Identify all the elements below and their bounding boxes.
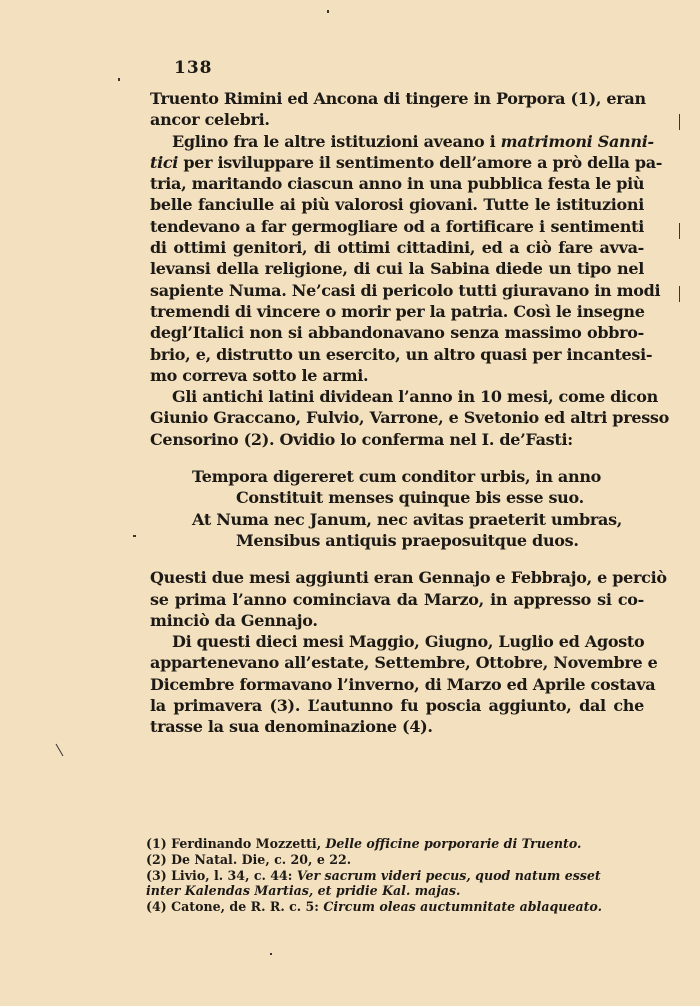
margin-mark [679, 223, 680, 239]
footnote: (4) Catone, de R. R. c. 5: Circum oleas auctumnitate ablaqueato. [146, 899, 602, 915]
text-line: Truento Rimini ed Ancona di tingere in Porpora (1), eran [150, 89, 646, 108]
text-line: Eglino fra le altre istituzioni aveano i matrimoni Sanni- [172, 131, 654, 151]
text-line: trasse la sua denominazione (4). [150, 717, 433, 737]
verse-quote [150, 466, 644, 551]
text-line: mo correva sotto le armi. [150, 365, 369, 385]
footnote-continuation: inter Kalendas Martias, et pridie Kal. majas. [146, 883, 461, 899]
margin-mark [679, 114, 680, 130]
verse-line: Constituit menses quinque bis esse suo. [236, 488, 584, 508]
footnote: (3) Livio, l. 34, c. 44: Ver sacrum videri pecus, quod natum esset [146, 867, 601, 883]
text-line: tria, maritando ciascun anno in una pubblica festa le più [150, 174, 645, 194]
text-line: Dicembre formavano l’inverno, di Marzo ed Aprile costava [150, 674, 656, 694]
main-text [150, 88, 669, 738]
scan-speck [270, 953, 272, 955]
text-line: minciò da Gennajo. [150, 610, 318, 630]
verse-line: At Numa nec Janum, nec avitas praeterit umbras, [192, 509, 623, 529]
italic-term: tici [150, 152, 179, 172]
text-line: appartenevano all’estate, Settembre, Ottobre, Novembre e [150, 653, 658, 673]
text-line: sapiente Numa. Ne’casi di pericolo tutti giuravano in modi [150, 280, 661, 300]
verse-line: Tempora digereret cum conditor urbis, in anno [192, 467, 602, 487]
paragraph [150, 131, 663, 387]
text-line: tremendi di vincere o morir per la patria. Così le insegne [150, 301, 645, 321]
text-line: Censorino (2). Ovidio lo conferma nel I. de’Fasti: [150, 429, 573, 449]
text-line: Di questi dieci mesi Maggio, Giugno, Luglio ed Agosto [172, 632, 645, 652]
paragraph [150, 386, 669, 450]
text-line: la primavera (3). L’autunno fu poscia aggiunto, dal che [150, 696, 644, 716]
spacer [150, 551, 644, 567]
text-line: di ottimi genitori, di ottimi cittadini, ed a ciò fare avva- [150, 238, 644, 258]
text-line: degl’Italici non si abbandonavano senza massimo obbro- [150, 323, 644, 343]
text-line: belle fanciulle ai più valorosi giovani. Tutte le istituzioni [150, 195, 644, 215]
margin-mark [56, 744, 64, 757]
spacer [150, 450, 644, 466]
text-line: Questi due mesi aggiunti eran Gennajo e Febbrajo, e perciò [150, 568, 667, 588]
scan-speck [118, 78, 120, 81]
paragraph [150, 631, 658, 737]
verse-line: Mensibus antiquis praeposuitque duos. [236, 530, 579, 550]
margin-mark [679, 286, 680, 302]
paragraph [150, 567, 667, 631]
footnotes [146, 836, 656, 915]
page-number: 138 [174, 58, 213, 78]
text-line: levansi della religione, di cui la Sabina diede un tipo nel [150, 259, 644, 279]
text-line: brio, e, distrutto un esercito, un altro quasi per incantesi- [150, 344, 653, 364]
text-line: Giunio Graccano, Fulvio, Varrone, e Svetonio ed altri presso [150, 408, 669, 428]
text-line: se prima l’anno cominciava da Marzo, in appresso si co- [150, 589, 644, 609]
text-line: ancor celebri. [150, 110, 270, 130]
text-line: tendevano a far germogliare od a fortificare i sentimenti [150, 216, 644, 236]
footnote: (2) De Natal. Die, c. 20, e 22. [146, 851, 352, 867]
paragraph [150, 88, 644, 131]
scan-speck [133, 535, 136, 537]
italic-term: matrimoni Sanni- [500, 131, 654, 151]
text-line: tici per isviluppare il sentimento dell’amore a prò della pa- [150, 152, 663, 172]
scan-speck [327, 10, 329, 13]
text-line: Gli antichi latini dividean l’anno in 10 mesi, come dicon [172, 387, 658, 407]
footnote: (1) Ferdinando Mozzetti, Delle officine porporarie di Truento. [146, 836, 582, 851]
